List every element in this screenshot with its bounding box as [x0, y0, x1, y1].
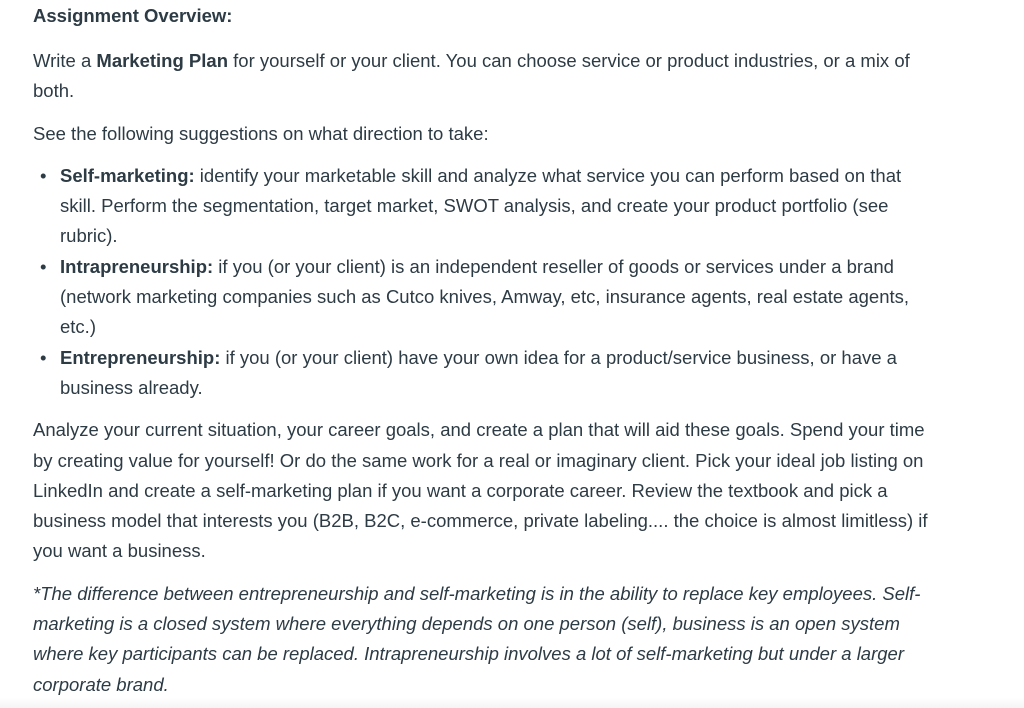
difference-note: *The difference between entrepreneurship and self-marketing is in the ability to replace key employees. Self-marketing is a closed system where everything depends on one person (self), business is an open system where key participants can be replaced. Intrapreneurship involves a lot of self-marketing but under a larger corporate brand. — [33, 582, 921, 695]
list-item-self-marketing — [40, 161, 933, 252]
suggestions-list — [33, 161, 933, 403]
intro-text-pre: Write a — [33, 50, 97, 71]
list-item-term: Entrepreneurship: — [60, 346, 221, 368]
analyze-paragraph: Analyze your current situation, your career goals, and create a plan that will aid these goals. Spend your time by creating value for yourself! Or do the same work for a real or imaginary client. Pick your ideal job listing on LinkedIn and create a self-marketing plan if you want a corporate career. Review the textbook and pick a business model that interests you (B2B, B2C, e-commerce, private labeling.... the choice is almost limitless) if you want a business. — [33, 419, 928, 562]
suggestions-lead: See the following suggestions on what direction to take: — [33, 122, 489, 144]
list-item-entrepreneurship — [40, 343, 933, 404]
assignment-content — [33, 0, 933, 700]
list-item-text: if you (or your client) have your own idea for a product/service business, or have a business already. — [60, 346, 897, 398]
intro-text-post: for yourself or your client. You can choose service or product industries, or a mix of both. — [33, 50, 910, 102]
bottom-edge-shadow — [0, 698, 1024, 708]
list-item-text: identify your marketable skill and analyze what service you can perform based on that skill. Perform the segmentation, target market, SWOT analysis, and create your product portfolio (see rubric). — [60, 164, 902, 247]
intro-paragraph — [33, 46, 933, 107]
list-item-term: Intrapreneurship: — [60, 255, 214, 277]
bullet-icon: • — [40, 346, 47, 368]
bullet-icon: • — [40, 164, 47, 186]
list-item-intrapreneurship — [40, 252, 933, 343]
assignment-heading: Assignment Overview: — [33, 5, 233, 26]
bullet-icon: • — [40, 255, 47, 277]
list-item-term: Self-marketing: — [60, 164, 195, 186]
marketing-plan-emphasis: Marketing Plan — [96, 50, 228, 71]
list-item-text: if you (or your client) is an independent reseller of goods or services under a brand (network marketing companies such as Cutco knives, Amway, etc, insurance agents, real estate agents, etc.) — [60, 255, 910, 338]
